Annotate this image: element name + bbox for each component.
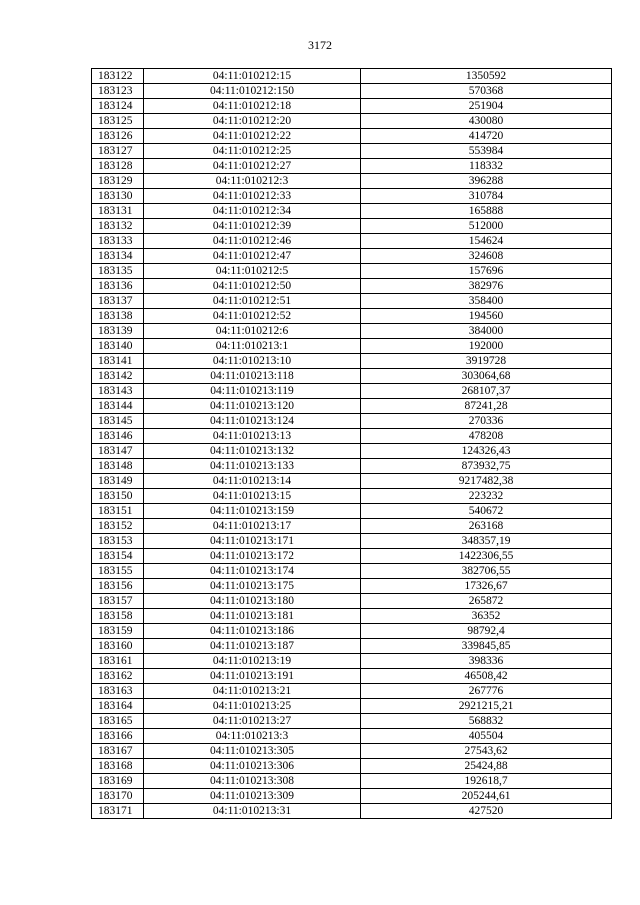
table-body (92, 69, 612, 819)
cadastral-value: 398336 (361, 654, 612, 669)
table-row (92, 129, 612, 144)
cadastral-number: 04:11:010213:187 (144, 639, 361, 654)
row-number: 183134 (92, 249, 144, 264)
cadastral-value: 570368 (361, 84, 612, 99)
row-number: 183153 (92, 534, 144, 549)
cadastral-value: 192618,7 (361, 774, 612, 789)
cadastral-number: 04:11:010213:17 (144, 519, 361, 534)
row-number: 183164 (92, 699, 144, 714)
table-row (92, 759, 612, 774)
cadastral-number: 04:11:010213:174 (144, 564, 361, 579)
table-row (92, 84, 612, 99)
row-number: 183167 (92, 744, 144, 759)
cadastral-value: 348357,19 (361, 534, 612, 549)
row-number: 183171 (92, 804, 144, 819)
table-row (92, 639, 612, 654)
cadastral-number: 04:11:010212:5 (144, 264, 361, 279)
table-row (92, 444, 612, 459)
cadastral-value: 267776 (361, 684, 612, 699)
cadastral-value: 553984 (361, 144, 612, 159)
row-number: 183159 (92, 624, 144, 639)
cadastral-number: 04:11:010213:306 (144, 759, 361, 774)
cadastral-number: 04:11:010213:171 (144, 534, 361, 549)
row-number: 183156 (92, 579, 144, 594)
table-row (92, 624, 612, 639)
cadastral-number: 04:11:010213:31 (144, 804, 361, 819)
table-row (92, 414, 612, 429)
row-number: 183126 (92, 129, 144, 144)
cadastral-number: 04:11:010212:50 (144, 279, 361, 294)
cadastral-value: 154624 (361, 234, 612, 249)
table-row (92, 354, 612, 369)
cadastral-value: 157696 (361, 264, 612, 279)
row-number: 183162 (92, 669, 144, 684)
table-row (92, 429, 612, 444)
cadastral-number: 04:11:010213:14 (144, 474, 361, 489)
row-number: 183130 (92, 189, 144, 204)
cadastral-number: 04:11:010213:159 (144, 504, 361, 519)
row-number: 183145 (92, 414, 144, 429)
cadastral-number: 04:11:010212:20 (144, 114, 361, 129)
row-number: 183128 (92, 159, 144, 174)
table-row (92, 369, 612, 384)
cadastral-value: 540672 (361, 504, 612, 519)
table-row (92, 69, 612, 84)
cadastral-number: 04:11:010213:19 (144, 654, 361, 669)
cadastral-number: 04:11:010213:13 (144, 429, 361, 444)
cadastral-number: 04:11:010213:15 (144, 489, 361, 504)
row-number: 183152 (92, 519, 144, 534)
table-row (92, 294, 612, 309)
table-row (92, 219, 612, 234)
row-number: 183154 (92, 549, 144, 564)
row-number: 183131 (92, 204, 144, 219)
cadastral-value: 310784 (361, 189, 612, 204)
cadastral-number: 04:11:010212:18 (144, 99, 361, 114)
cadastral-number: 04:11:010213:120 (144, 399, 361, 414)
cadastral-value: 194560 (361, 309, 612, 324)
cadastral-number: 04:11:010212:150 (144, 84, 361, 99)
table-row (92, 534, 612, 549)
cadastral-value: 17326,67 (361, 579, 612, 594)
cadastral-number: 04:11:010212:39 (144, 219, 361, 234)
row-number: 183146 (92, 429, 144, 444)
table-row (92, 474, 612, 489)
table-row (92, 264, 612, 279)
cadastral-number: 04:11:010212:34 (144, 204, 361, 219)
row-number: 183160 (92, 639, 144, 654)
row-number: 183168 (92, 759, 144, 774)
table-row (92, 99, 612, 114)
table-row (92, 564, 612, 579)
cadastral-number: 04:11:010213:308 (144, 774, 361, 789)
cadastral-value: 430080 (361, 114, 612, 129)
table-row (92, 699, 612, 714)
cadastral-value: 358400 (361, 294, 612, 309)
row-number: 183158 (92, 609, 144, 624)
cadastral-value: 414720 (361, 129, 612, 144)
cadastral-value: 382976 (361, 279, 612, 294)
row-number: 183150 (92, 489, 144, 504)
row-number: 183169 (92, 774, 144, 789)
cadastral-value: 251904 (361, 99, 612, 114)
cadastral-number: 04:11:010212:3 (144, 174, 361, 189)
cadastral-number: 04:11:010212:52 (144, 309, 361, 324)
row-number: 183129 (92, 174, 144, 189)
table-row (92, 729, 612, 744)
cadastral-value: 324608 (361, 249, 612, 264)
cadastral-number: 04:11:010212:51 (144, 294, 361, 309)
cadastral-number: 04:11:010212:47 (144, 249, 361, 264)
cadastral-number: 04:11:010212:25 (144, 144, 361, 159)
cadastral-table (91, 68, 612, 819)
cadastral-number: 04:11:010213:124 (144, 414, 361, 429)
table-row (92, 159, 612, 174)
row-number: 183155 (92, 564, 144, 579)
cadastral-value: 396288 (361, 174, 612, 189)
cadastral-value: 268107,37 (361, 384, 612, 399)
row-number: 183149 (92, 474, 144, 489)
table-row (92, 714, 612, 729)
cadastral-value: 263168 (361, 519, 612, 534)
cadastral-value: 339845,85 (361, 639, 612, 654)
cadastral-number: 04:11:010212:6 (144, 324, 361, 339)
table-row (92, 654, 612, 669)
cadastral-value: 1422306,55 (361, 549, 612, 564)
table-row (92, 519, 612, 534)
cadastral-value: 36352 (361, 609, 612, 624)
table-row (92, 459, 612, 474)
table-row (92, 309, 612, 324)
cadastral-value: 512000 (361, 219, 612, 234)
table-row (92, 579, 612, 594)
row-number: 183132 (92, 219, 144, 234)
cadastral-number: 04:11:010213:25 (144, 699, 361, 714)
row-number: 183137 (92, 294, 144, 309)
table-row (92, 684, 612, 699)
row-number: 183123 (92, 84, 144, 99)
row-number: 183144 (92, 399, 144, 414)
cadastral-value: 2921215,21 (361, 699, 612, 714)
row-number: 183166 (92, 729, 144, 744)
cadastral-value: 9217482,38 (361, 474, 612, 489)
cadastral-value: 303064,68 (361, 369, 612, 384)
table-row (92, 174, 612, 189)
cadastral-value: 873932,75 (361, 459, 612, 474)
cadastral-value: 124326,43 (361, 444, 612, 459)
row-number: 183140 (92, 339, 144, 354)
row-number: 183138 (92, 309, 144, 324)
table-row (92, 249, 612, 264)
cadastral-number: 04:11:010213:309 (144, 789, 361, 804)
row-number: 183136 (92, 279, 144, 294)
cadastral-number: 04:11:010212:33 (144, 189, 361, 204)
cadastral-value: 382706,55 (361, 564, 612, 579)
table-row (92, 324, 612, 339)
cadastral-number: 04:11:010213:118 (144, 369, 361, 384)
row-number: 183165 (92, 714, 144, 729)
cadastral-number: 04:11:010213:1 (144, 339, 361, 354)
table-row (92, 234, 612, 249)
cadastral-value: 568832 (361, 714, 612, 729)
cadastral-number: 04:11:010213:186 (144, 624, 361, 639)
cadastral-number: 04:11:010213:10 (144, 354, 361, 369)
row-number: 183127 (92, 144, 144, 159)
table-row (92, 609, 612, 624)
row-number: 183157 (92, 594, 144, 609)
table-row (92, 789, 612, 804)
cadastral-number: 04:11:010213:172 (144, 549, 361, 564)
cadastral-value: 427520 (361, 804, 612, 819)
page-number: 3172 (308, 38, 332, 52)
table-row (92, 279, 612, 294)
cadastral-number: 04:11:010212:46 (144, 234, 361, 249)
cadastral-value: 25424,88 (361, 759, 612, 774)
cadastral-number: 04:11:010213:27 (144, 714, 361, 729)
cadastral-value: 165888 (361, 204, 612, 219)
cadastral-value: 27543,62 (361, 744, 612, 759)
row-number: 183151 (92, 504, 144, 519)
table-row (92, 339, 612, 354)
row-number: 183148 (92, 459, 144, 474)
cadastral-value: 265872 (361, 594, 612, 609)
cadastral-value: 405504 (361, 729, 612, 744)
table-row (92, 774, 612, 789)
row-number: 183122 (92, 69, 144, 84)
table-row (92, 204, 612, 219)
table-row (92, 669, 612, 684)
cadastral-number: 04:11:010213:181 (144, 609, 361, 624)
cadastral-value: 384000 (361, 324, 612, 339)
cadastral-number: 04:11:010213:3 (144, 729, 361, 744)
row-number: 183139 (92, 324, 144, 339)
cadastral-number: 04:11:010213:175 (144, 579, 361, 594)
cadastral-number: 04:11:010212:27 (144, 159, 361, 174)
row-number: 183161 (92, 654, 144, 669)
table-row (92, 594, 612, 609)
row-number: 183142 (92, 369, 144, 384)
cadastral-value: 46508,42 (361, 669, 612, 684)
table-row (92, 744, 612, 759)
table-row (92, 384, 612, 399)
cadastral-number: 04:11:010213:133 (144, 459, 361, 474)
row-number: 183141 (92, 354, 144, 369)
cadastral-value: 270336 (361, 414, 612, 429)
table-row (92, 504, 612, 519)
table-row (92, 399, 612, 414)
cadastral-number: 04:11:010213:180 (144, 594, 361, 609)
row-number: 183133 (92, 234, 144, 249)
cadastral-number: 04:11:010212:22 (144, 129, 361, 144)
cadastral-value: 87241,28 (361, 399, 612, 414)
row-number: 183143 (92, 384, 144, 399)
table-row (92, 114, 612, 129)
cadastral-number: 04:11:010213:305 (144, 744, 361, 759)
cadastral-number: 04:11:010213:132 (144, 444, 361, 459)
cadastral-value: 192000 (361, 339, 612, 354)
cadastral-value: 205244,61 (361, 789, 612, 804)
table-row (92, 804, 612, 819)
cadastral-number: 04:11:010213:21 (144, 684, 361, 699)
row-number: 183163 (92, 684, 144, 699)
row-number: 183135 (92, 264, 144, 279)
cadastral-value: 1350592 (361, 69, 612, 84)
table-row (92, 144, 612, 159)
cadastral-value: 3919728 (361, 354, 612, 369)
cadastral-number: 04:11:010213:119 (144, 384, 361, 399)
row-number: 183124 (92, 99, 144, 114)
cadastral-value: 478208 (361, 429, 612, 444)
table-row (92, 549, 612, 564)
cadastral-value: 118332 (361, 159, 612, 174)
row-number: 183125 (92, 114, 144, 129)
table-row (92, 189, 612, 204)
cadastral-value: 223232 (361, 489, 612, 504)
table-row (92, 489, 612, 504)
cadastral-number: 04:11:010213:191 (144, 669, 361, 684)
row-number: 183147 (92, 444, 144, 459)
row-number: 183170 (92, 789, 144, 804)
cadastral-value: 98792,4 (361, 624, 612, 639)
cadastral-number: 04:11:010212:15 (144, 69, 361, 84)
